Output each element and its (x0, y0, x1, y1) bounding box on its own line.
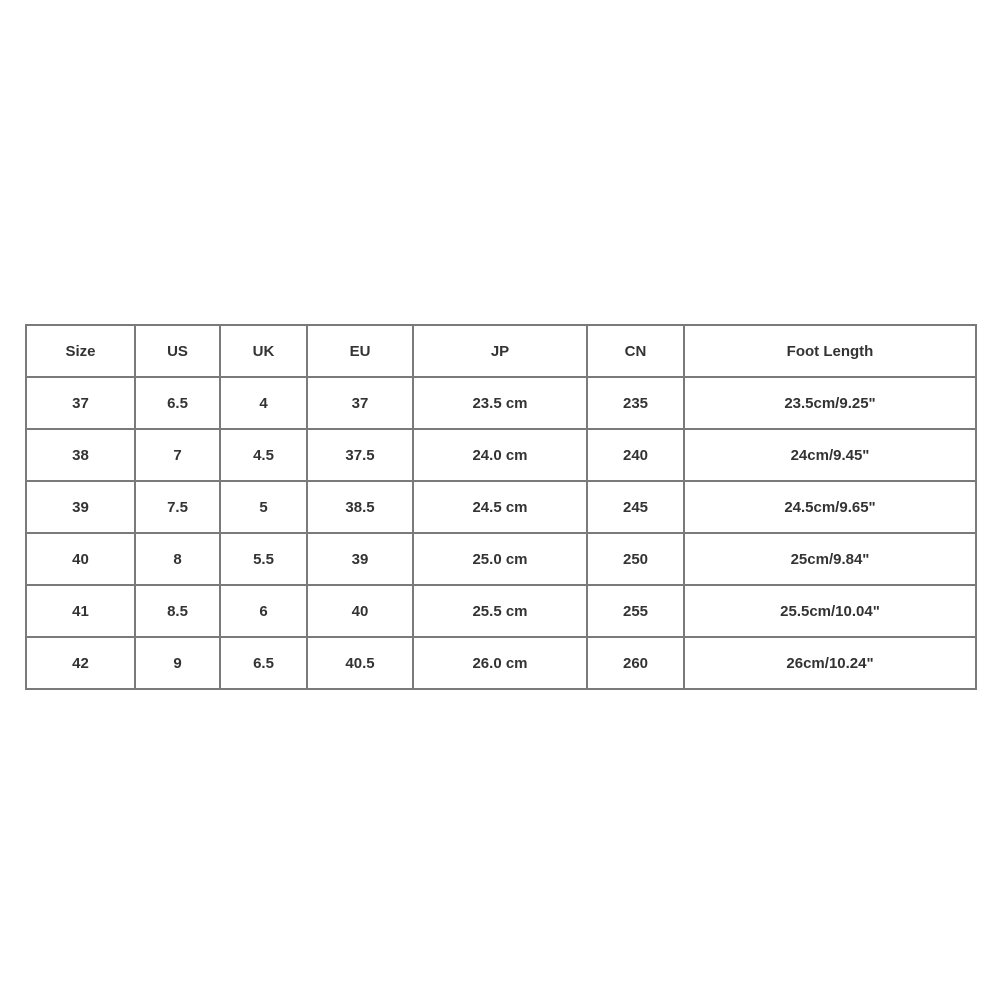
cell-us: 6.5 (135, 377, 220, 429)
cell-foot-length: 24cm/9.45" (684, 429, 976, 481)
cell-cn: 260 (587, 637, 684, 689)
cell-uk: 4.5 (220, 429, 307, 481)
table-row (26, 429, 976, 481)
header-us: US (135, 325, 220, 377)
cell-cn: 240 (587, 429, 684, 481)
cell-cn: 250 (587, 533, 684, 585)
cell-foot-length: 25cm/9.84" (684, 533, 976, 585)
header-eu: EU (307, 325, 413, 377)
cell-foot-length: 25.5cm/10.04" (684, 585, 976, 637)
cell-jp: 25.0 cm (413, 533, 587, 585)
cell-cn: 255 (587, 585, 684, 637)
cell-eu: 37 (307, 377, 413, 429)
cell-foot-length: 23.5cm/9.25" (684, 377, 976, 429)
cell-size: 37 (26, 377, 135, 429)
cell-eu: 37.5 (307, 429, 413, 481)
cell-uk: 6.5 (220, 637, 307, 689)
cell-foot-length: 24.5cm/9.65" (684, 481, 976, 533)
cell-us: 9 (135, 637, 220, 689)
cell-eu: 39 (307, 533, 413, 585)
cell-jp: 24.5 cm (413, 481, 587, 533)
table-row (26, 637, 976, 689)
header-foot-length: Foot Length (684, 325, 976, 377)
table-row (26, 481, 976, 533)
cell-foot-length: 26cm/10.24" (684, 637, 976, 689)
cell-jp: 24.0 cm (413, 429, 587, 481)
cell-jp: 23.5 cm (413, 377, 587, 429)
cell-size: 39 (26, 481, 135, 533)
header-size: Size (26, 325, 135, 377)
cell-eu: 40.5 (307, 637, 413, 689)
cell-us: 7.5 (135, 481, 220, 533)
header-row (26, 325, 976, 377)
cell-cn: 235 (587, 377, 684, 429)
cell-uk: 5 (220, 481, 307, 533)
cell-size: 41 (26, 585, 135, 637)
size-chart-table (25, 324, 977, 690)
table-row (26, 377, 976, 429)
cell-us: 8.5 (135, 585, 220, 637)
cell-size: 40 (26, 533, 135, 585)
cell-size: 38 (26, 429, 135, 481)
table-row (26, 585, 976, 637)
header-cn: CN (587, 325, 684, 377)
cell-eu: 38.5 (307, 481, 413, 533)
table-row (26, 533, 976, 585)
cell-jp: 25.5 cm (413, 585, 587, 637)
cell-size: 42 (26, 637, 135, 689)
cell-jp: 26.0 cm (413, 637, 587, 689)
cell-eu: 40 (307, 585, 413, 637)
cell-us: 8 (135, 533, 220, 585)
cell-uk: 6 (220, 585, 307, 637)
header-uk: UK (220, 325, 307, 377)
cell-uk: 5.5 (220, 533, 307, 585)
cell-us: 7 (135, 429, 220, 481)
cell-uk: 4 (220, 377, 307, 429)
cell-cn: 245 (587, 481, 684, 533)
header-jp: JP (413, 325, 587, 377)
